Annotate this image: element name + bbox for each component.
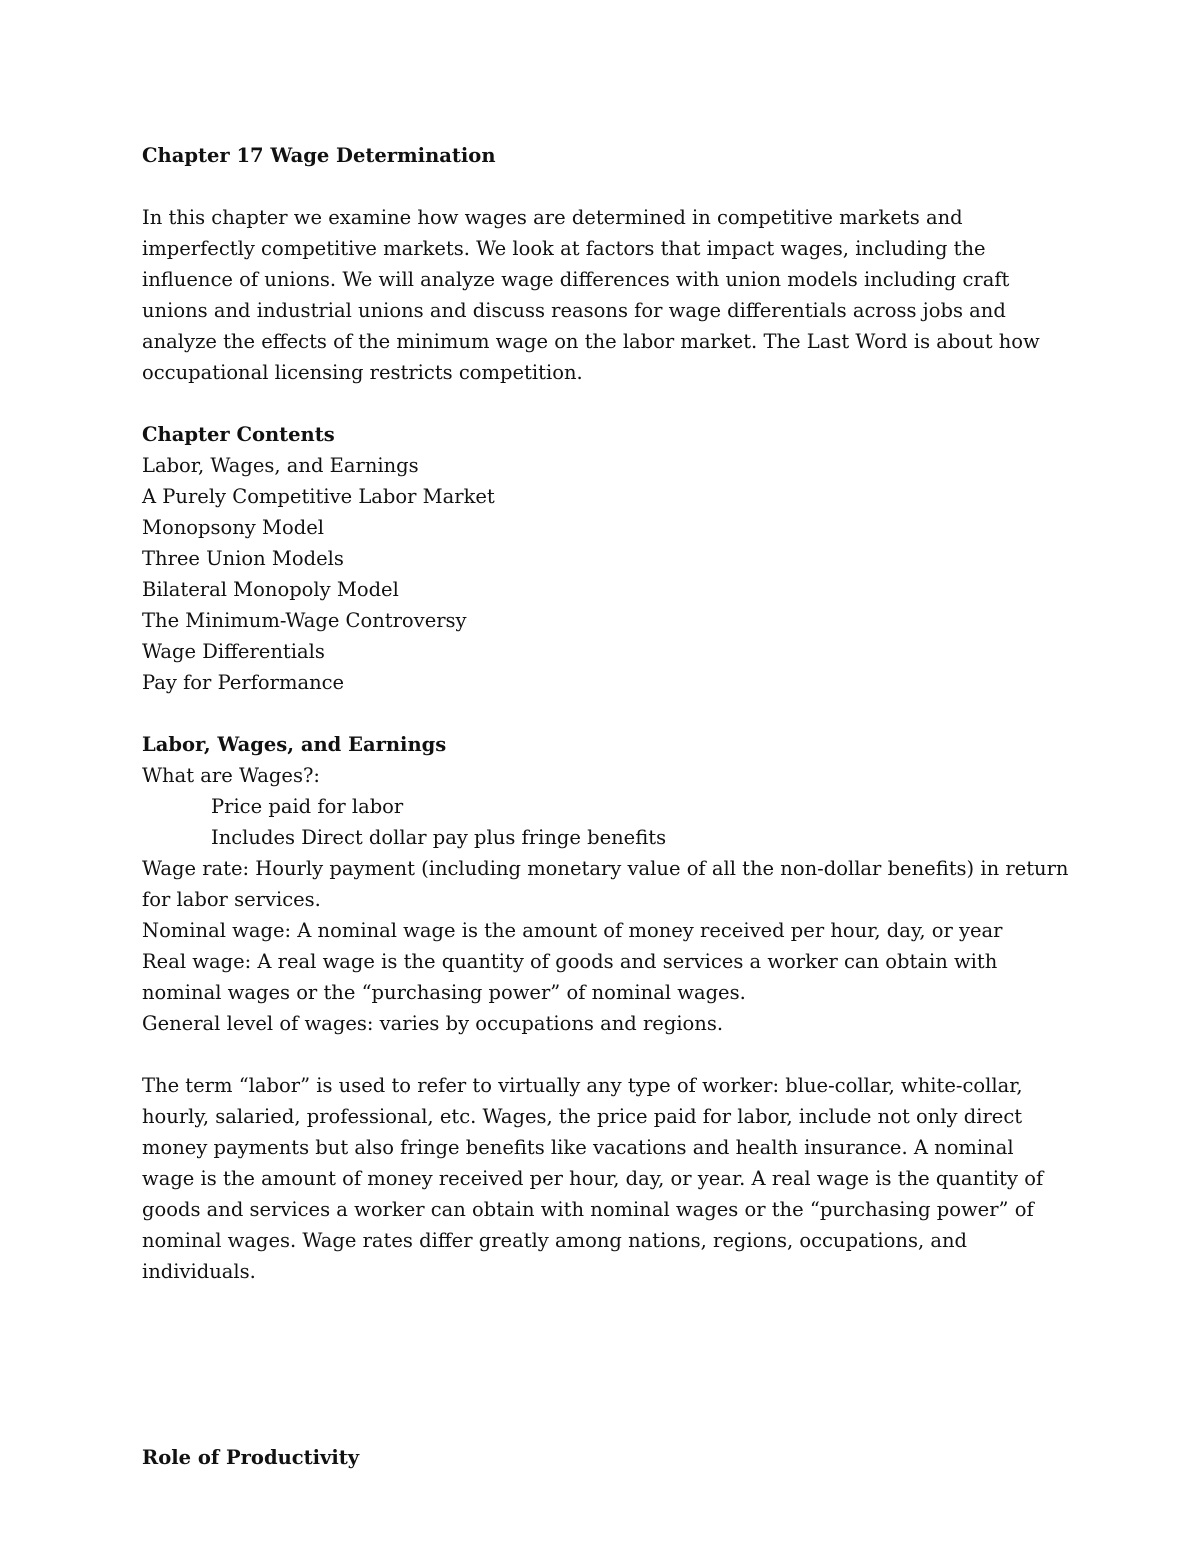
contents-item: Labor, Wages, and Earnings bbox=[142, 454, 419, 477]
contents-item: A Purely Competitive Labor Market bbox=[142, 485, 495, 508]
spacer bbox=[142, 388, 1072, 419]
contents-item: Pay for Performance bbox=[142, 671, 345, 694]
contents-list bbox=[142, 450, 1072, 698]
contents-item: Bilateral Monopoly Model bbox=[142, 578, 399, 601]
contents-item: The Minimum-Wage Controversy bbox=[142, 609, 467, 632]
indented-line: Includes Direct dollar pay plus fringe benefits bbox=[211, 826, 667, 849]
contents-heading: Chapter Contents bbox=[142, 423, 335, 446]
spacer bbox=[142, 171, 1072, 202]
spacer bbox=[142, 1039, 1072, 1070]
indented-line: Price paid for labor bbox=[211, 795, 404, 818]
labor-paragraph: The term “labor” is used to refer to virtually any type of worker: blue-collar, white-collar, hourly, salaried, professional, etc. Wages, the price paid for labor, include not only direct money payments but also fringe benefits like vacations and health insurance. A nominal wage is the amount of money received per hour, day, or year. A real wage is the quantity of goods and services a worker can obtain with nominal wages or the “purchasing power” of nominal wages. Wage rates differ greatly among nations, regions, occupations, and individuals. bbox=[142, 1074, 1044, 1283]
section-heading-labor-wages: Labor, Wages, and Earnings bbox=[142, 733, 447, 756]
definition-nominal-wage: Nominal wage: A nominal wage is the amount of money received per hour, day, or year bbox=[142, 919, 1003, 942]
wages-question: What are Wages?: bbox=[142, 764, 320, 787]
definition-general-level: General level of wages: varies by occupations and regions. bbox=[142, 1012, 724, 1035]
contents-item: Monopsony Model bbox=[142, 516, 324, 539]
definition-wage-rate: Wage rate: Hourly payment (including monetary value of all the non-dollar benefits) in return for labor services. bbox=[142, 857, 1069, 911]
definition-real-wage: Real wage: A real wage is the quantity of goods and services a worker can obtain with nominal wages or the “purchasing power” of nominal wages. bbox=[142, 950, 998, 1004]
page-title: Chapter 17 Wage Determination bbox=[142, 144, 496, 167]
contents-item: Three Union Models bbox=[142, 547, 344, 570]
intro-paragraph: In this chapter we examine how wages are determined in competitive markets and imperfectly competitive markets. We look at factors that impact wages, including the influence of unions. We will analyze wage differences with union models including craft unions and industrial unions and discuss reasons for wage differentials across jobs and analyze the effects of the minimum wage on the labor market. The Last Word is about how occupational licensing restricts competition. bbox=[142, 206, 1040, 384]
section-heading-productivity: Role of Productivity bbox=[142, 1446, 360, 1469]
contents-item: Wage Differentials bbox=[142, 640, 325, 663]
spacer bbox=[142, 1287, 1072, 1442]
spacer bbox=[142, 698, 1072, 729]
document-page bbox=[142, 140, 1072, 1473]
